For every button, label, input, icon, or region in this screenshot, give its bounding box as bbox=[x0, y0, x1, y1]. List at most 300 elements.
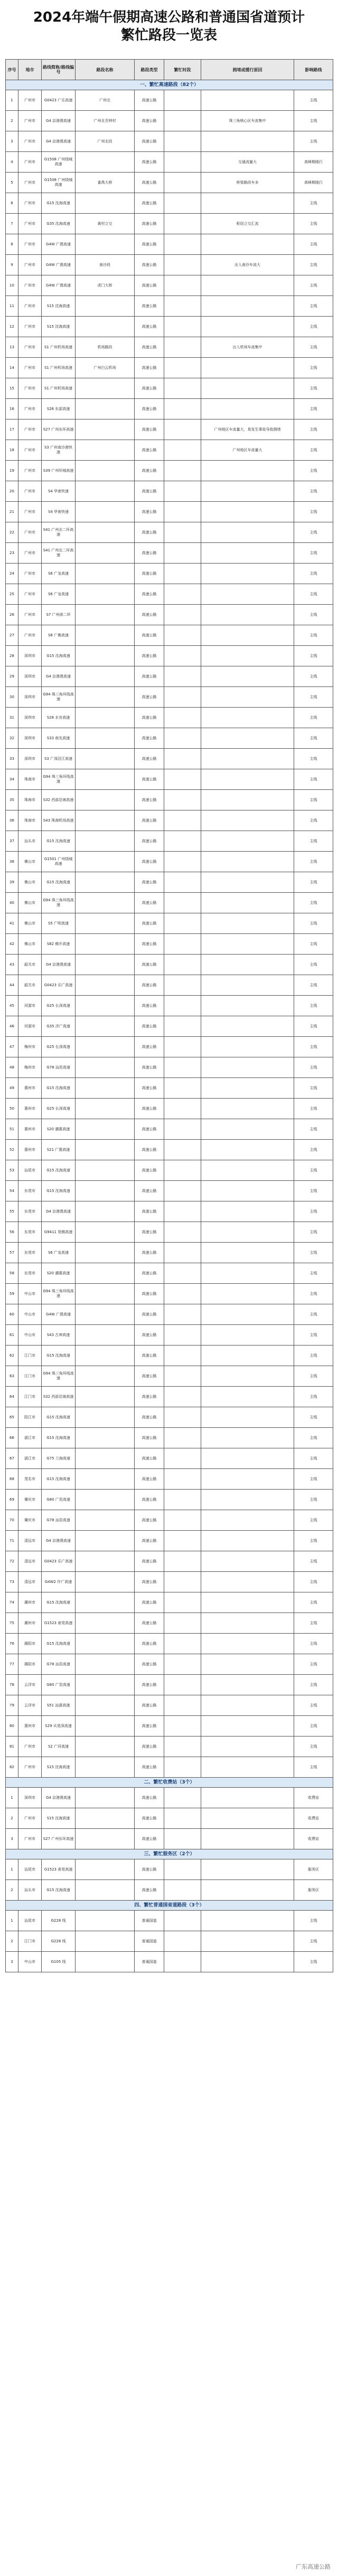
section-title: 二、繁忙收费站（3个） bbox=[6, 1778, 333, 1788]
table-cell: 广州市 bbox=[18, 522, 42, 543]
table-cell: 高速公路 bbox=[135, 666, 164, 687]
table-cell bbox=[201, 1551, 294, 1572]
table-row bbox=[6, 1037, 333, 1057]
table-cell bbox=[201, 1931, 294, 1952]
table-cell: 3 bbox=[6, 1952, 18, 1972]
table-cell: G4 京港澳高速 bbox=[42, 955, 76, 975]
table-cell: 5 bbox=[6, 173, 18, 193]
table-cell: 57 bbox=[6, 1243, 18, 1263]
table-cell bbox=[164, 399, 201, 419]
table-cell bbox=[201, 1387, 294, 1407]
table-cell: 广州市 bbox=[18, 440, 42, 461]
table-cell: 22 bbox=[6, 522, 18, 543]
table-cell: 63 bbox=[6, 1366, 18, 1387]
table-cell bbox=[201, 708, 294, 728]
table-cell: G78 汕昆高速 bbox=[42, 1510, 76, 1531]
table-cell: 收费站 bbox=[294, 1788, 333, 1808]
table-cell: 韶关市 bbox=[18, 955, 42, 975]
table-cell: 主线 bbox=[294, 564, 333, 584]
table-cell: G9411 莞佛高速 bbox=[42, 1222, 76, 1243]
table-row bbox=[6, 1243, 333, 1263]
table-cell: 主线 bbox=[294, 1037, 333, 1057]
table-cell: 深圳市 bbox=[18, 666, 42, 687]
table-cell: 主线 bbox=[294, 1201, 333, 1222]
table-cell bbox=[164, 1931, 201, 1952]
table-cell bbox=[201, 1737, 294, 1757]
table-cell: G4W 广澳高速 bbox=[42, 1304, 76, 1325]
table-cell: 主线 bbox=[294, 502, 333, 522]
table-cell: S39 广州环城高速 bbox=[42, 461, 76, 481]
table-cell: 高速公路 bbox=[135, 1407, 164, 1428]
table-cell bbox=[164, 1140, 201, 1160]
table-row bbox=[6, 1829, 333, 1849]
table-cell: G78 汕昆高速 bbox=[42, 1654, 76, 1675]
table-cell: 广州市 bbox=[18, 173, 42, 193]
table-cell bbox=[201, 1531, 294, 1551]
table-cell: 高速公路 bbox=[135, 831, 164, 852]
table-cell: 61 bbox=[6, 1325, 18, 1346]
table-cell bbox=[164, 1346, 201, 1366]
table-cell: 39 bbox=[6, 872, 18, 893]
table-cell: S27 广州东环高速 bbox=[42, 419, 76, 440]
table-cell: 广州市 bbox=[18, 605, 42, 625]
table-cell: 70 bbox=[6, 1510, 18, 1531]
table-row bbox=[6, 1099, 333, 1119]
table-cell: 76 bbox=[6, 1634, 18, 1654]
table-cell: 27 bbox=[6, 625, 18, 646]
table-cell: 高速公路 bbox=[135, 358, 164, 378]
table-cell bbox=[76, 1592, 135, 1613]
table-cell bbox=[164, 1078, 201, 1099]
table-cell bbox=[201, 1407, 294, 1428]
table-header-row bbox=[6, 60, 333, 80]
table-cell bbox=[201, 1448, 294, 1469]
table-cell: 清远市 bbox=[18, 1551, 42, 1572]
table-cell: 21 bbox=[6, 502, 18, 522]
table-cell bbox=[201, 1284, 294, 1304]
table-cell: 主线 bbox=[294, 955, 333, 975]
table-cell bbox=[201, 1263, 294, 1284]
table-cell: 高速公路 bbox=[135, 255, 164, 275]
table-row bbox=[6, 173, 333, 193]
table-cell: 江门市 bbox=[18, 1346, 42, 1366]
table-cell: S82 佛开高速 bbox=[42, 934, 76, 955]
table-row bbox=[6, 749, 333, 769]
table-cell: 主线 bbox=[294, 1181, 333, 1201]
table-cell bbox=[76, 1931, 135, 1952]
table-row bbox=[6, 810, 333, 831]
table-cell bbox=[201, 358, 294, 378]
header-city: 地市 bbox=[18, 60, 42, 80]
table-cell bbox=[164, 646, 201, 666]
table-cell bbox=[76, 1346, 135, 1366]
table-cell bbox=[76, 1469, 135, 1490]
table-cell: 韶关市 bbox=[18, 975, 42, 996]
table-cell: 珠三角核心区车流集中 bbox=[201, 111, 294, 131]
table-cell bbox=[164, 1099, 201, 1119]
table-cell bbox=[76, 1428, 135, 1448]
table-cell bbox=[76, 666, 135, 687]
table-cell: G15 沈海高速 bbox=[42, 1181, 76, 1201]
table-cell bbox=[201, 1757, 294, 1778]
table-cell bbox=[164, 1325, 201, 1346]
table-cell: S43 古神高速 bbox=[42, 1325, 76, 1346]
table-cell: 13 bbox=[6, 337, 18, 358]
table-cell: S4 华南快速 bbox=[42, 502, 76, 522]
table-row bbox=[6, 275, 333, 296]
table-cell: 高速公路 bbox=[135, 193, 164, 214]
table-cell: S28 水官高速 bbox=[42, 708, 76, 728]
table-cell: 主线 bbox=[294, 1757, 333, 1778]
table-cell: 高速公路 bbox=[135, 872, 164, 893]
table-cell bbox=[164, 378, 201, 399]
table-cell: 普通国道 bbox=[135, 1911, 164, 1931]
table-cell bbox=[76, 1737, 135, 1757]
table-row bbox=[6, 1654, 333, 1675]
table-cell: 高速公路 bbox=[135, 584, 164, 605]
table-cell bbox=[76, 769, 135, 790]
table-row bbox=[6, 214, 333, 234]
table-cell bbox=[76, 605, 135, 625]
table-cell: 高速公路 bbox=[135, 1284, 164, 1304]
table-cell: 收费站 bbox=[294, 1808, 333, 1829]
table-cell: 36 bbox=[6, 810, 18, 831]
table-row bbox=[6, 1490, 333, 1510]
table-cell: 48 bbox=[6, 1057, 18, 1078]
table-cell: G0423 乐广高速 bbox=[42, 975, 76, 996]
table-cell bbox=[164, 440, 201, 461]
table-cell: 主线 bbox=[294, 893, 333, 913]
table-cell: 广州市 bbox=[18, 399, 42, 419]
table-row bbox=[6, 625, 333, 646]
table-cell: 主线 bbox=[294, 1407, 333, 1428]
table-cell: S20 潮惠高速 bbox=[42, 1263, 76, 1284]
table-cell: 主线 bbox=[294, 1551, 333, 1572]
table-row bbox=[6, 152, 333, 173]
table-row bbox=[6, 378, 333, 399]
table-cell: 主线 bbox=[294, 317, 333, 337]
table-row bbox=[6, 1737, 333, 1757]
table-cell: 广州市 bbox=[18, 193, 42, 214]
table-cell bbox=[164, 1428, 201, 1448]
table-cell bbox=[76, 1510, 135, 1531]
table-cell: 湛江市 bbox=[18, 1428, 42, 1448]
table-cell bbox=[201, 1654, 294, 1675]
table-cell: 高速公路 bbox=[135, 1346, 164, 1366]
table-row bbox=[6, 872, 333, 893]
table-cell bbox=[164, 625, 201, 646]
table-cell: 主线 bbox=[294, 214, 333, 234]
table-cell bbox=[164, 1716, 201, 1737]
table-cell: 高速公路 bbox=[135, 1078, 164, 1099]
table-cell: 高速公路 bbox=[135, 1448, 164, 1469]
table-cell bbox=[76, 1099, 135, 1119]
header-impact: 影响路线 bbox=[294, 60, 333, 80]
table-cell: 东莞市 bbox=[18, 1263, 42, 1284]
table-cell: 高速公路 bbox=[135, 1859, 164, 1880]
table-cell: 主线 bbox=[294, 1510, 333, 1531]
table-cell: S4 华南快速 bbox=[42, 481, 76, 502]
section-row bbox=[6, 1901, 333, 1911]
table-cell: 68 bbox=[6, 1469, 18, 1490]
table-cell: G4 京港澳高速 bbox=[42, 1531, 76, 1551]
table-cell: 高速公路 bbox=[135, 1572, 164, 1592]
table-cell bbox=[164, 1490, 201, 1510]
table-cell: 81 bbox=[6, 1737, 18, 1757]
table-cell: 高速公路 bbox=[135, 1263, 164, 1284]
table-cell bbox=[164, 790, 201, 810]
table-row bbox=[6, 111, 333, 131]
table-cell: 高速公路 bbox=[135, 1716, 164, 1737]
table-cell bbox=[164, 502, 201, 522]
table-cell: 11 bbox=[6, 296, 18, 317]
table-cell: S5 广明高速 bbox=[42, 913, 76, 934]
table-cell bbox=[201, 584, 294, 605]
table-cell bbox=[164, 1407, 201, 1428]
table-cell: 广州市 bbox=[18, 255, 42, 275]
table-cell bbox=[164, 893, 201, 913]
table-row bbox=[6, 1284, 333, 1304]
table-cell: 主线 bbox=[294, 810, 333, 831]
table-cell bbox=[76, 1829, 135, 1849]
table-cell bbox=[201, 1572, 294, 1592]
table-cell bbox=[164, 275, 201, 296]
table-cell: 41 bbox=[6, 913, 18, 934]
table-cell: 高速公路 bbox=[135, 1788, 164, 1808]
table-cell: 高速公路 bbox=[135, 214, 164, 234]
table-cell: 主线 bbox=[294, 358, 333, 378]
table-cell: 主线 bbox=[294, 1654, 333, 1675]
table-cell bbox=[76, 1016, 135, 1037]
table-cell bbox=[201, 1859, 294, 1880]
table-cell: 高速公路 bbox=[135, 1016, 164, 1037]
table-cell: 高速公路 bbox=[135, 1490, 164, 1510]
table-cell: S1 广州机场高速 bbox=[42, 358, 76, 378]
table-row bbox=[6, 1346, 333, 1366]
table-cell bbox=[76, 1263, 135, 1284]
table-row bbox=[6, 1952, 333, 1972]
table-cell bbox=[201, 790, 294, 810]
table-cell: S32 西部沿海高速 bbox=[42, 1387, 76, 1407]
table-cell: 惠州市 bbox=[18, 1099, 42, 1119]
table-cell bbox=[76, 234, 135, 255]
table-cell: 主线 bbox=[294, 1716, 333, 1737]
table-cell bbox=[164, 255, 201, 275]
table-cell: 主线 bbox=[294, 481, 333, 502]
table-cell: 高速公路 bbox=[135, 708, 164, 728]
table-cell: 高速公路 bbox=[135, 522, 164, 543]
table-cell: G80 广昆高速 bbox=[42, 1490, 76, 1510]
table-cell: 67 bbox=[6, 1448, 18, 1469]
table-cell bbox=[201, 1788, 294, 1808]
watermark: 广东高速公路 bbox=[296, 2563, 331, 2570]
table-cell: 主线 bbox=[294, 1243, 333, 1263]
table-cell: G15 沈海高速 bbox=[42, 1634, 76, 1654]
table-cell: 主线 bbox=[294, 1572, 333, 1592]
table-cell: 53 bbox=[6, 1160, 18, 1181]
table-cell: 黄村立交 bbox=[76, 214, 135, 234]
table-cell: 主线 bbox=[294, 934, 333, 955]
table-cell bbox=[201, 1201, 294, 1222]
table-cell: 梅州市 bbox=[18, 1037, 42, 1057]
table-cell bbox=[164, 1016, 201, 1037]
table-cell bbox=[164, 193, 201, 214]
table-cell: 高速公路 bbox=[135, 605, 164, 625]
table-cell: 主线 bbox=[294, 1140, 333, 1160]
table-cell: 69 bbox=[6, 1490, 18, 1510]
table-row bbox=[6, 955, 333, 975]
table-row bbox=[6, 502, 333, 522]
table-cell bbox=[76, 749, 135, 769]
table-cell bbox=[76, 1181, 135, 1201]
table-cell bbox=[76, 152, 135, 173]
table-row bbox=[6, 687, 333, 708]
table-cell bbox=[164, 1634, 201, 1654]
table-row bbox=[6, 193, 333, 214]
table-row bbox=[6, 131, 333, 152]
table-row bbox=[6, 996, 333, 1016]
table-cell: G4 京港澳高速 bbox=[42, 131, 76, 152]
table-cell bbox=[76, 1695, 135, 1716]
table-cell bbox=[164, 1788, 201, 1808]
table-cell: 1 bbox=[6, 1859, 18, 1880]
table-cell: 80 bbox=[6, 1716, 18, 1737]
table-cell bbox=[164, 1737, 201, 1757]
table-cell: 主线 bbox=[294, 1490, 333, 1510]
table-cell bbox=[164, 728, 201, 749]
table-cell bbox=[201, 131, 294, 152]
table-cell bbox=[164, 1675, 201, 1695]
table-cell bbox=[76, 1304, 135, 1325]
table-cell: 南沙段 bbox=[76, 255, 135, 275]
table-cell: 虎门大桥 bbox=[76, 275, 135, 296]
table-cell: 广州市 bbox=[18, 625, 42, 646]
table-cell bbox=[164, 1613, 201, 1634]
table-cell: 72 bbox=[6, 1551, 18, 1572]
table-cell: 高速公路 bbox=[135, 728, 164, 749]
table-cell: 73 bbox=[6, 1572, 18, 1592]
table-cell: G25 长深高速 bbox=[42, 996, 76, 1016]
table-cell: S6 广龙高速 bbox=[42, 1243, 76, 1263]
table-cell: 广州市 bbox=[18, 502, 42, 522]
table-cell: 24 bbox=[6, 564, 18, 584]
table-cell: 高速公路 bbox=[135, 769, 164, 790]
table-cell: G15 沈海高速 bbox=[42, 872, 76, 893]
table-row bbox=[6, 728, 333, 749]
table-cell bbox=[164, 769, 201, 790]
table-cell: 主线 bbox=[294, 1911, 333, 1931]
table-row bbox=[6, 666, 333, 687]
table-cell: 主线 bbox=[294, 1304, 333, 1325]
table-cell: 高速公路 bbox=[135, 1181, 164, 1201]
table-cell: G15 沈海高速 bbox=[42, 646, 76, 666]
table-cell: S3 广州南沙港快速 bbox=[42, 440, 76, 461]
table-cell bbox=[201, 1952, 294, 1972]
table-cell bbox=[201, 1346, 294, 1366]
table-cell: 55 bbox=[6, 1201, 18, 1222]
table-row bbox=[6, 1510, 333, 1531]
table-cell bbox=[164, 1387, 201, 1407]
table-cell bbox=[201, 378, 294, 399]
table-cell: 广州市 bbox=[18, 317, 42, 337]
table-row bbox=[6, 708, 333, 728]
table-cell: 肇庆市 bbox=[18, 1490, 42, 1510]
table-cell bbox=[201, 296, 294, 317]
table-cell: 58 bbox=[6, 1263, 18, 1284]
table-cell: 26 bbox=[6, 605, 18, 625]
table-cell: 20 bbox=[6, 481, 18, 502]
table-row bbox=[6, 852, 333, 872]
table-cell: 清远市 bbox=[18, 1531, 42, 1551]
table-row bbox=[6, 419, 333, 440]
table-cell: 高速公路 bbox=[135, 173, 164, 193]
table-cell bbox=[201, 1490, 294, 1510]
table-cell: 主线 bbox=[294, 1263, 333, 1284]
table-cell: 深圳市 bbox=[18, 687, 42, 708]
table-cell bbox=[201, 1222, 294, 1243]
table-cell: 主线 bbox=[294, 852, 333, 872]
table-cell: 江门市 bbox=[18, 1387, 42, 1407]
table-cell: 25 bbox=[6, 584, 18, 605]
table-cell: G78 汕昆高速 bbox=[42, 1057, 76, 1078]
table-cell bbox=[76, 522, 135, 543]
table-row bbox=[6, 1304, 333, 1325]
table-cell: G1501 广州绕城高速 bbox=[42, 852, 76, 872]
table-cell: 中山市 bbox=[18, 1304, 42, 1325]
table-cell: 主线 bbox=[294, 749, 333, 769]
table-cell: S15 沈海高速 bbox=[42, 1757, 76, 1778]
table-cell: 惠州市 bbox=[18, 1716, 42, 1737]
table-row bbox=[6, 1757, 333, 1778]
table-row bbox=[6, 296, 333, 317]
table-cell bbox=[76, 687, 135, 708]
table-cell: 高速公路 bbox=[135, 1222, 164, 1243]
table-cell bbox=[164, 1201, 201, 1222]
table-cell: 广州市 bbox=[18, 461, 42, 481]
table-cell: G15 沈海高速 bbox=[42, 1346, 76, 1366]
table-cell: 高速公路 bbox=[135, 893, 164, 913]
table-cell: 19 bbox=[6, 461, 18, 481]
table-cell: S15 沈海高速 bbox=[42, 1808, 76, 1829]
table-cell: S26 东部高速 bbox=[42, 399, 76, 419]
table-cell bbox=[164, 975, 201, 996]
table-cell: 主线 bbox=[294, 1160, 333, 1181]
table-cell: 高速公路 bbox=[135, 296, 164, 317]
table-cell: 主线 bbox=[294, 296, 333, 317]
table-cell: S33 南光高速 bbox=[42, 728, 76, 749]
table-cell: 高速公路 bbox=[135, 1366, 164, 1387]
table-cell: 珠海市 bbox=[18, 790, 42, 810]
table-cell bbox=[76, 1716, 135, 1737]
table-cell: 服务区 bbox=[294, 1859, 333, 1880]
section-title: 一、繁忙高速路段（82个） bbox=[6, 80, 333, 90]
table-cell: 主线 bbox=[294, 728, 333, 749]
table-cell: G1523 甬莞高速 bbox=[42, 1859, 76, 1880]
table-cell bbox=[76, 1911, 135, 1931]
table-cell: 主线 bbox=[294, 1695, 333, 1716]
table-cell: 主线 bbox=[294, 255, 333, 275]
table-cell: 高速公路 bbox=[135, 955, 164, 975]
table-cell: 主线 bbox=[294, 440, 333, 461]
table-cell: 高速公路 bbox=[135, 1551, 164, 1572]
table-cell: 深圳市 bbox=[18, 749, 42, 769]
table-cell bbox=[76, 934, 135, 955]
table-cell bbox=[76, 1325, 135, 1346]
table-cell: 主线 bbox=[294, 399, 333, 419]
table-cell bbox=[164, 708, 201, 728]
table-cell: G1523 甬莞高速 bbox=[42, 1613, 76, 1634]
table-cell: 高速公路 bbox=[135, 1531, 164, 1551]
